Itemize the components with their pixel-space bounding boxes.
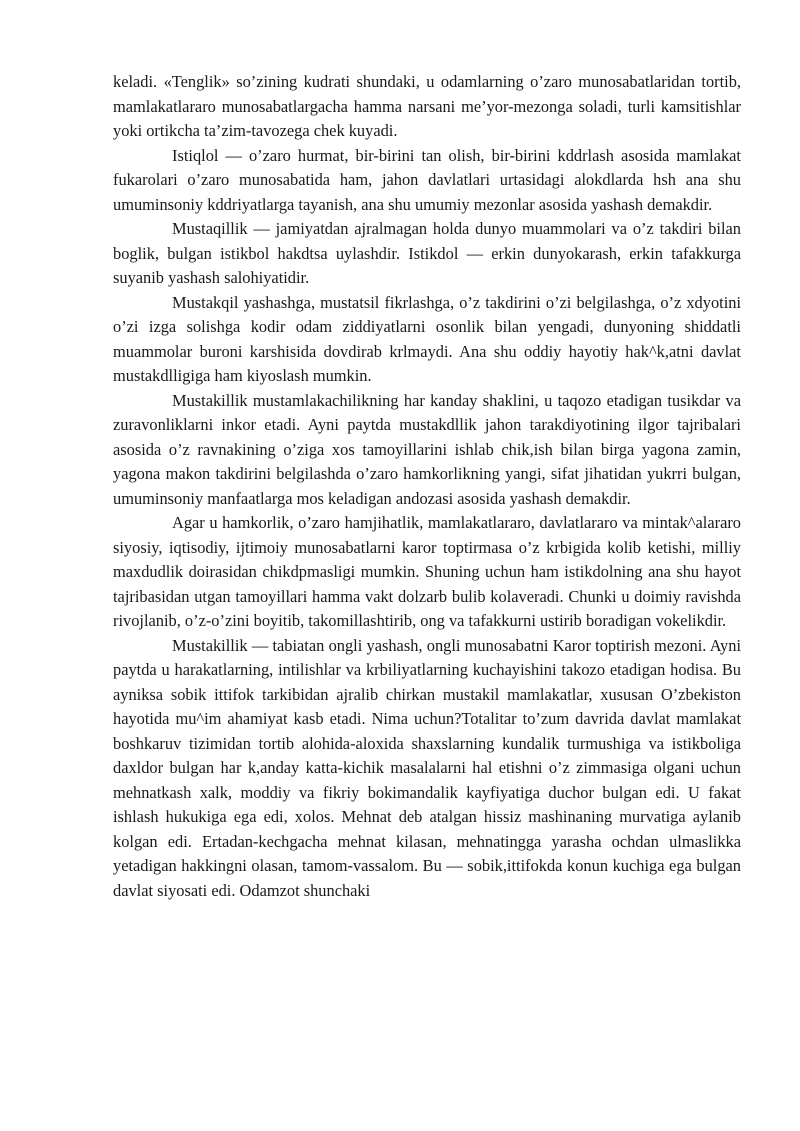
paragraph-ongli-yashash: Mustakillik — tabiatan ongli yashash, ongli munosabatni Karor toptirish mezoni. Ayni paytda u harakatlarning, intilishlar va krbiliyatlarning kuchayishini takozo etadigan hodisa. Bu ayniksa sobik ittifok tarkibidan ajralib chirkan mustakil mamlakatlar, xususan O’zbekiston hayotida mu^im ahamiyat kasb etadi. Nima uchun?Totalitar to’zum davrida davlat mamlakat boshkaruv tizimidan tortib alohida-aloxida shaxslarning kundalik turmushiga va istikboliga daxldor bulgan har k,anday katta-kichik masalalarni hal etishni o’z zimmasiga olgani uchun mehnatkash xalk, moddiy va fikriy bokimandalik kayfiyatiga duchor bulgan edi. U fakat ishlash hukukiga ega edi, xolos. Mehnat deb atalgan hissiz mashinaning murvatiga aylanib kolgan edi. Ertadan-kechgacha mehnat kilasan, mehnatingga yarasha ochdan ulmaslikka yetadigan hakkingni olasan, tamom-vassalom. Bu — sobik,ittifokda konun kuchiga ega bulgan davlat siyosati edi. Odamzot shunchaki	[113, 635, 741, 900]
document-page	[113, 70, 741, 903]
paragraph-continuation: keladi. «Tenglik» so’zining kudrati shundaki, u odamlarning o’zaro munosabatlaridan tortib, mamlakatlararo munosabatlargacha hamma narsani me’yor-mezonga soladi, turli kamsitishlar yoki ortikcha ta’zim-tavozega chek kuyadi.	[113, 72, 741, 140]
paragraph-istiqlol: Istiqlol — o’zaro hurmat, bir-birini tan olish, bir-birini kddrlash asosida mamlakat fukarolari o’zaro munosabatida ham, jahon davlatlari urtasidagi alokdlarda hsh ana shu umuminsoniy kddriyatlarga tayanish, ana shu umumiy mezonlar asosida yashash demakdir.	[113, 145, 741, 214]
paragraph-mustamlakachilik: Mustakillik mustamlakachilikning har kanday shaklini, u taqozo etadigan tusikdar va zuravonliklarni inkor etadi. Ayni paytda mustakdllik jahon tarakdiyotining ilgor tajribalari asosida o’z ravnakining o’ziga xos tamoyillarini ishlab chik,ish bilan birga yagona zamin, yagona makon takdirini belgilashda o’zaro hamkorlikning yangi, sifat jihatidan yukrri bulgan, umuminsoniy manfaatlarga mos keladigan andozasi asosida yashash demakdir.	[113, 390, 741, 508]
paragraph-mustaqillik: Mustaqillik — jamiyatdan ajralmagan holda dunyo muammolari va o’z takdiri bilan boglik, bulgan istikbol hakdtsa uylashdir. Istikdol — erkin dunyokarash, erkin tafakkurga suyanib yashash salohiyatidir.	[113, 219, 741, 287]
paragraph-mustakqil-yashash: Mustakqil yashashga, mustatsil fikrlashga, o’z takdirini o’zi belgilashga, o’z xdyotini o’zi izga solishga kodir odam ziddiyatlarni osonlik bilan yengadi, dunyoning shiddatli muammolar buroni karshisida dovdirab krlmaydi. Ana shu oddiy hayotiy hak^k,atni davlat mustakdlligiga ham kiyoslash mumkin.	[113, 292, 741, 385]
paragraph-hamkorlik: Agar u hamkorlik, o’zaro hamjihatlik, mamlakatlararo, davlatlararo va mintak^alararo siyosiy, iqtisodiy, ijtimoiy munosabatlarni karor toptirmasa o’z krbigida kolib ketishi, milliy maxdudlik doirasidan chikdpmasligi mumkin. Shuning uchun ham istikdolning ana shu hayot tajribasidan utgan tamoyillari hamma vakt dolzarb bulib kolaveradi. Chunki u doimiy ravishda rivojlanib, o’z-o’zini boyitib, takomillashtirib, ong va tafakkurni ustirib boradigan vokelikdir.	[113, 513, 741, 630]
